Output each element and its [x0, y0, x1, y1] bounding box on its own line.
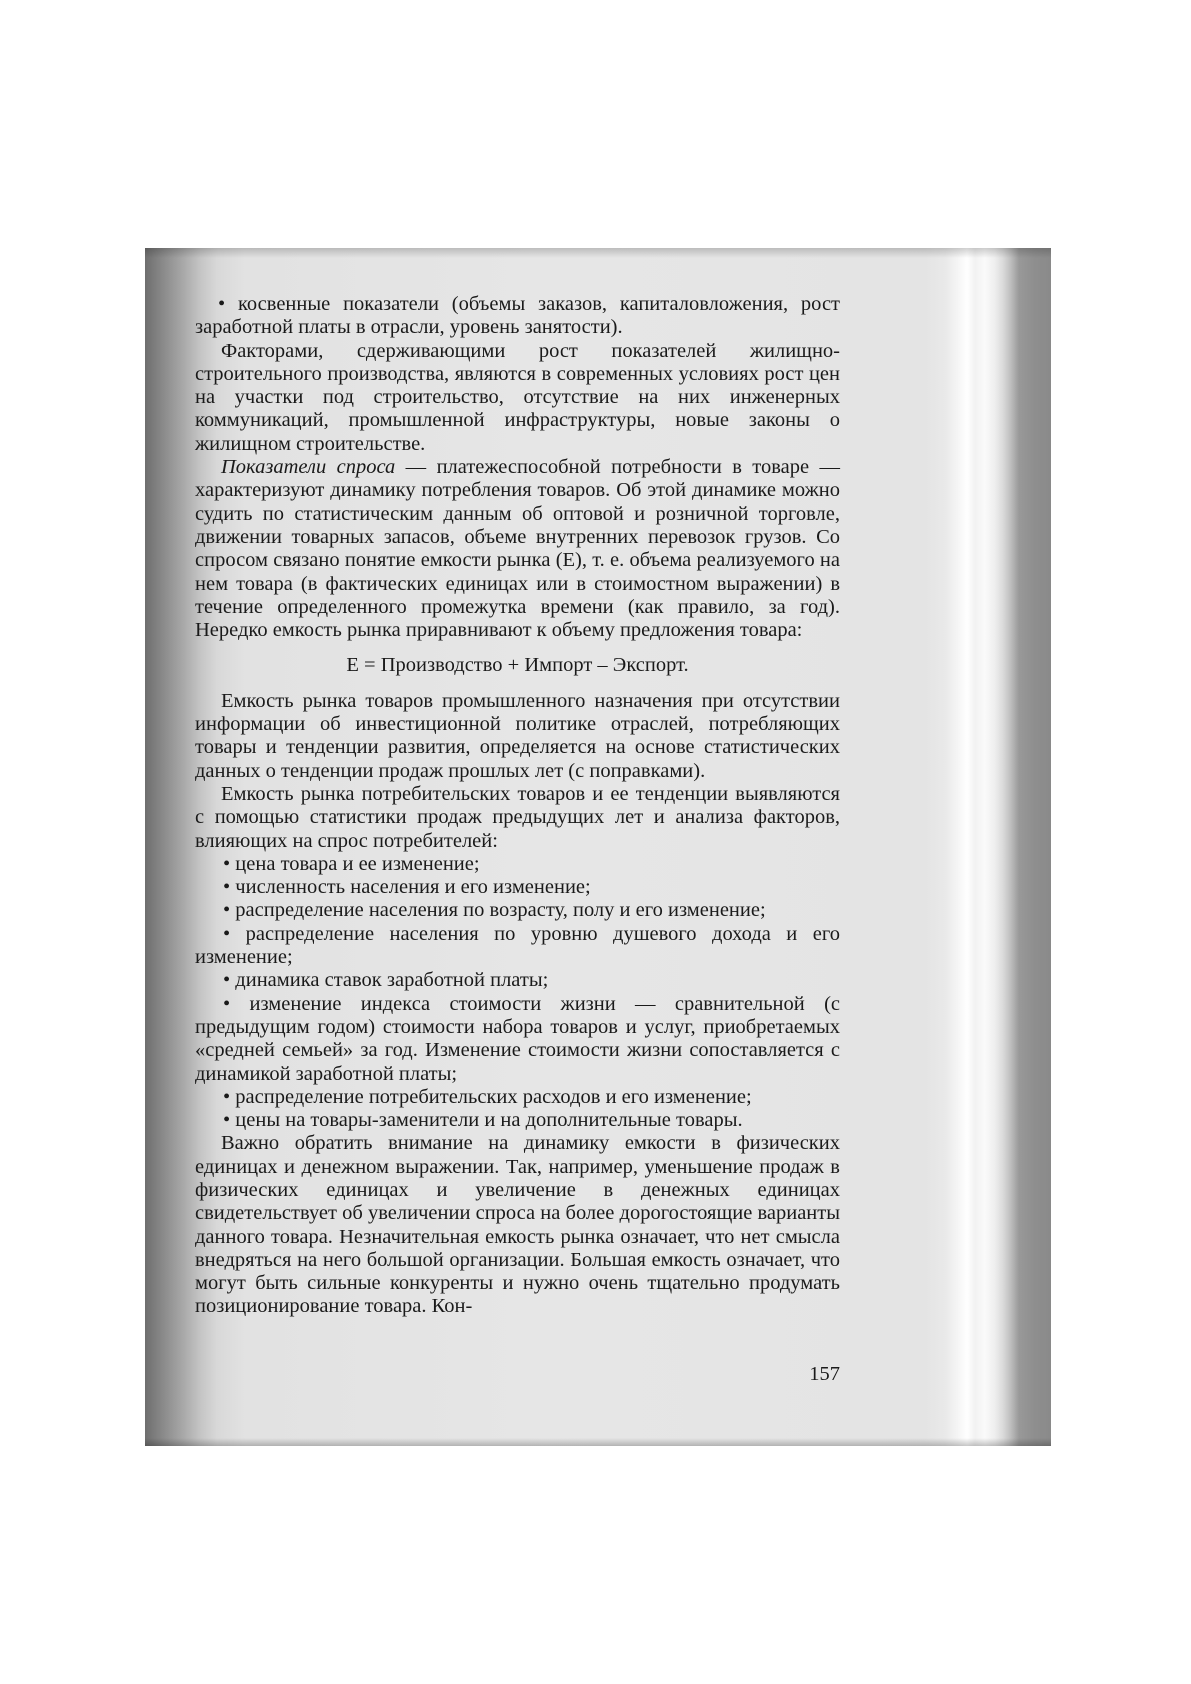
- scan-shadow-bottom: [145, 1438, 1051, 1446]
- bullet-item: • распределение населения по уровню душевого дохода и его изменение;: [195, 922, 840, 969]
- page-number: 157: [809, 1363, 840, 1385]
- paragraph-0: • косвенные показатели (объемы заказов, капиталовложения, рост заработной платы в отрасли, уровень занятости).: [195, 293, 840, 339]
- bullet-item: • распределение потребительских расходов и его изменение;: [223, 1085, 752, 1108]
- paragraph-14: Важно обратить внимание на динамику емкости в физических единицах и денежном выражении. Так, например, уменьшение продаж в физических единицах и увеличение в денежных единицах свидетельствует об увеличении спроса на более дорогостоящие варианты данного товара. Незначительная емкость рынка означает, что нет смысла внедряться на него большой организации. Большая емкость означает, что могут быть сильные конкуренты и нужно очень тщательно продумать позиционирование товара. Кон-: [195, 1132, 840, 1318]
- market-capacity-formula: Е = Производство + Импорт – Экспорт.: [346, 654, 689, 677]
- paragraph-2-body: — платежеспособной потребности в товаре — характеризуют динамику потребления товаров. Об этой динамике можно судить по статистическим данным об оптовой и розничной торговле, движении товарных запасов, объеме внутренних перевозок грузов. Со спросом связано понятие емкости рынка (Е), т. е. объема реализуемого на нем товара (в фактических единицах или в стоимостном выражении) в течение определенного промежутка времени (как правило, за год). Нередко емкость рынка приравнивают к объему предложения товара:: [195, 456, 840, 642]
- page-text: [195, 293, 840, 1319]
- bullet-item: • динамика ставок заработной платы;: [223, 969, 549, 992]
- bullet-item: • изменение индекса стоимости жизни — сравнительной (с предыдущим годом) стоимости набора товаров и услуг, приобретаемых «средней семьей» за год. Изменение стоимости жизни сопоставляется с динамикой заработной платы;: [195, 992, 840, 1085]
- bullet-item: • цены на товары-заменители и на дополнительные товары.: [223, 1109, 743, 1132]
- term-demand-indicators: Показатели спроса: [221, 456, 396, 479]
- bullet-item: • численность населения и его изменение;: [223, 876, 591, 899]
- paragraph-4: Емкость рынка товаров промышленного назначения при отсутствии информации об инвестиционной политике отраслей, потребляющих товары и тенденции развития, определяется на основе статистических данных о тенденции продаж прошлых лет (с поправками).: [195, 689, 840, 782]
- bullet-item: • распределение населения по возрасту, полу и его изменение;: [223, 899, 766, 922]
- paragraph-5: Емкость рынка потребительских товаров и ее тенденции выявляются с помощью статистики продаж предыдущих лет и анализа факторов, влияющих на спрос потребителей:: [195, 782, 840, 852]
- paragraph-1: Факторами, сдерживающими рост показателей жилищно-строительного производства, являются в современных условиях рост цен на участки под строительство, отсутствие на них инженерных коммуникаций, промышленной инфраструктуры, новые законы о жилищном строительстве.: [195, 339, 840, 455]
- bullet-item: • цена товара и ее изменение;: [223, 852, 480, 875]
- paragraph-2: [195, 456, 840, 642]
- scan-shadow-top: [145, 248, 1051, 258]
